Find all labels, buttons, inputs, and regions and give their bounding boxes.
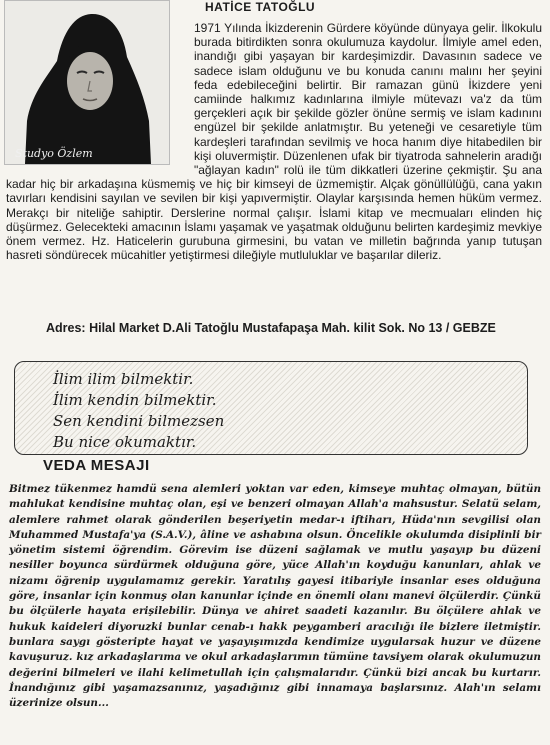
farewell-message-title: VEDA MESAJI (43, 457, 150, 474)
bio-paragraph (6, 21, 542, 262)
poem-line: Sen kendini bilmezsen (53, 412, 225, 430)
farewell-message-body: Bitmez tükenmez hamdü sena alemleri yoktan var eden, kimseye muhtaç olmayan, bütün mahlukat kendisine muhtaç olan, eşi ve benzeri olmayan Allah'a mahsustur. Selatü selam, alemlere rahmet olarak gönderilen beşeriyetin medar-ı iftiharı, Hüda'nın sevgilisi olan Muhammed Mustafa'ya (S.A.V.), âline ve ashabına olsun. Öncelikle okulumda disiplinli bir yönetim sistemi öğrendim. Görevim ise düzeni sağlamak ve mutlu yaşayıp bu düzeni nesiller boyunca sürdürmek olduğuna göre, yüce Allah'ın koyduğu kanunları, ahlak ve nizamı öğrenip uygulamamız gerekir. Yaratılış gayesi itibariyle insanlar eses olduğuna göre, insanlar için konmuş olan kanunlar içinde en önemli olanı manevi ölçülerdir. Çünkü bu ölçülerle hayata erişilebilir. Dünya ve ahiret saadeti kazanılır. Bu ölçülere ahlak ve hukuk kaideleri diyoruzki bunlar cenab-ı hakk peygamberi aracılığı ile bizlere iletmiştir. bunlara saygı gösteripte hayat ve yaşayışımızda kendimize uygularsak huzur ve düzene kavuşuruz. kız arkadaşlarıma ve okul arkadaşlarımın tümüne tavsiyem olarak okulumuzun değerini bilmeleri ve ilahi kelimetullah için çalışmalarıdır. Çünkü bizi ancak bu kurtarır. İnandığınız gibi yaşamazsanınız, yaşadığınız gibi innamaya başlarsınız. Alah'ın selamı üzerinize olsun... (9, 483, 541, 710)
address-line: Adres: Hilal Market D.Ali Tatoğlu Mustafapaşa Mah. kilit Sok. No 13 / GEBZE (46, 321, 496, 335)
poem-line: İlim kendin bilmektir. (53, 391, 217, 409)
photo-spacer (6, 21, 194, 169)
photo-studio-caption: Studyo Özlem (15, 147, 93, 160)
student-name: HATİCE TATOĞLU (205, 0, 316, 14)
bio-text: 1971 Yılında İkizderenin Gürdere köyünde dünyaya gelir. İlkokulu burada bitirdikten sonra okulumuza kaydolur. İlmiyle amel eden, inandığı gibi yaşayan bir kardeşimizdir. Davasının sadece ve sadece islam olduğunu ve bu konuda canını malını her şeyini feda edebileceğini belirtir. Bir ramazan günü İkizdere yeni camiinde halkımız kadınlarına ilmiyle mütevazı va'z da tüm gerçekleri açık bir şekilde gözler önüne sermiş ve islam kadınını engüzel bir şekilde anlatmıştır. Bu yeteneği ve cesaretiyle tüm kardeşleri tarafından sevilmiş ve hoca hanım diye hitabedilen bir kişi oluvermiştir. Düzenlenen ufak bir tiyatroda sahnelerin aradığı "ağlayan kadın" rolü ile tüm dikkatleri üzerine çekmiştir. Şu ana kadar hiç bir arkadaşına küsmemiş ve hiç bir kimseyi de üzmemiştir. Alçak gönüllülüğü, cana yakın tavırları kendisini sayılan ve sevilen bir kişi yapıvermiştir. Olaylar karşısında hemen hüküm vermez. Merakçı bir niteliğe sahiptir. Derslerine normal çalışır. İslami kitap ve mecmuaları elinden hiç düşürmez. Gelecekteki amacının İslamı yaşamak ve yaşatmak olduğunu belirten kardeşimiz mevkiye önem vermez. Hz. Haticelerin gurubuna girmesini, bu vatan ve milletin bağrında yanıp tutuşan hasreti söndürecek mücahitler yetiştirmesi dileğiyle mutluluklar ve başarılar dileriz. (6, 21, 542, 263)
poem-line: İlim ilim bilmektir. (53, 370, 194, 388)
poem-box (14, 361, 528, 455)
poem-line: Bu nice okumaktır. (53, 433, 197, 451)
